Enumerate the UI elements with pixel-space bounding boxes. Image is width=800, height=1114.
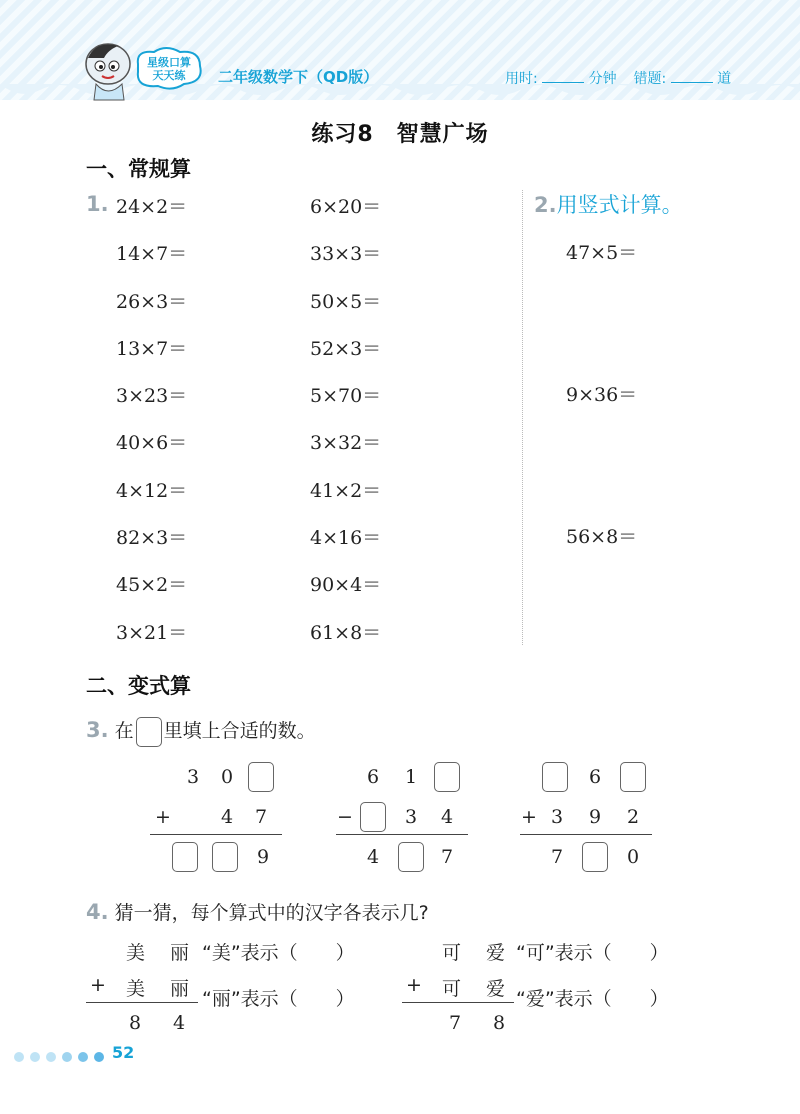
q1-column-1 xyxy=(116,192,187,665)
items-label: 道 xyxy=(717,71,732,87)
digit: 3 xyxy=(186,766,200,788)
footer-dots xyxy=(14,1047,110,1066)
q1-problem: 4×12＝ xyxy=(116,479,188,502)
sum-line xyxy=(86,1002,198,1003)
q3-puzzle-2 xyxy=(336,762,468,872)
operator: + xyxy=(406,974,422,996)
q1-problem: 13×7＝ xyxy=(116,337,188,360)
q1-problem: 3×23＝ xyxy=(116,385,188,408)
sample-box-icon xyxy=(136,717,162,747)
q4-puzzle-right xyxy=(402,936,722,1046)
q2-problem: 9×36＝ xyxy=(566,384,638,406)
sum-line xyxy=(520,834,652,835)
q1-problem: 40×6＝ xyxy=(116,432,188,455)
answer-box[interactable] xyxy=(582,842,608,872)
q1-number: 1. xyxy=(86,192,109,216)
sum-line xyxy=(150,834,282,835)
dot-icon xyxy=(30,1052,40,1062)
errors-label: 错题: xyxy=(633,71,667,87)
q3-text-before: 在 xyxy=(114,720,134,742)
hanzi-digit: 美 xyxy=(126,978,146,1000)
operator: + xyxy=(155,806,171,828)
q1-problem: 3×32＝ xyxy=(310,432,382,455)
answer-box[interactable] xyxy=(172,842,198,872)
q4-heading xyxy=(86,898,429,925)
q1-problem: 3×21＝ xyxy=(116,621,188,644)
digit: 4 xyxy=(440,806,454,828)
dot-icon xyxy=(46,1052,56,1062)
digit: 6 xyxy=(366,766,380,788)
errors-blank[interactable] xyxy=(671,68,713,83)
q3-number: 3. xyxy=(86,718,109,742)
q1-problem: 5×70＝ xyxy=(310,385,382,408)
q2-heading xyxy=(534,189,683,219)
q2-problem: 56×8＝ xyxy=(566,526,638,548)
answer-prompt[interactable]: “可”表示（ ） xyxy=(516,942,669,964)
digit: 0 xyxy=(220,766,234,788)
digit: 9 xyxy=(256,846,270,868)
answer-prompt[interactable]: “美”表示（ ） xyxy=(202,942,355,964)
digit: 0 xyxy=(626,846,640,868)
q1-problem: 52×3＝ xyxy=(310,337,382,360)
answer-box[interactable] xyxy=(434,762,460,792)
digit: 3 xyxy=(550,806,564,828)
section-1-title: 一、常规算 xyxy=(86,157,191,181)
time-record xyxy=(505,68,731,88)
digit: 8 xyxy=(128,1012,142,1034)
operator: + xyxy=(90,974,106,996)
dot-icon xyxy=(62,1052,72,1062)
answer-box[interactable] xyxy=(248,762,274,792)
hanzi-digit: 爱 xyxy=(486,978,506,1000)
digit: 7 xyxy=(440,846,454,868)
answer-box[interactable] xyxy=(542,762,568,792)
minutes-label: 分钟 xyxy=(588,71,617,87)
q1-problem: 90×4＝ xyxy=(310,574,382,597)
answer-box[interactable] xyxy=(212,842,238,872)
hanzi-digit: 丽 xyxy=(170,942,190,964)
logo-line2: 天天练 xyxy=(152,69,186,82)
q4-number: 4. xyxy=(86,900,109,924)
q4-puzzle-left xyxy=(86,936,406,1046)
time-blank[interactable] xyxy=(542,68,584,83)
answer-box[interactable] xyxy=(398,842,424,872)
answer-prompt[interactable]: “丽”表示（ ） xyxy=(202,988,355,1010)
column-divider xyxy=(522,190,523,645)
hanzi-digit: 可 xyxy=(442,942,462,964)
dot-icon xyxy=(78,1052,88,1062)
book-title: 二年级数学下（QD版） xyxy=(218,68,379,86)
difference-line xyxy=(336,834,468,835)
q1-problem: 33×3＝ xyxy=(310,243,382,266)
q1-problem: 6×20＝ xyxy=(310,196,382,218)
lesson-title: 练习8 智慧广场 xyxy=(311,122,489,147)
digit: 6 xyxy=(588,766,602,788)
digit: 9 xyxy=(588,806,602,828)
digit: 8 xyxy=(492,1012,506,1034)
q1-problem: 14×7＝ xyxy=(116,243,188,266)
q3-puzzle-3 xyxy=(520,762,652,872)
digit: 7 xyxy=(550,846,564,868)
digit: 4 xyxy=(172,1012,186,1034)
series-logo xyxy=(132,44,206,94)
hanzi-digit: 爱 xyxy=(486,942,506,964)
hanzi-digit: 丽 xyxy=(170,978,190,1000)
time-label: 用时: xyxy=(505,71,538,87)
q1-problem: 41×2＝ xyxy=(310,479,382,502)
q3-puzzle-1 xyxy=(150,762,282,872)
digit: 4 xyxy=(220,806,234,828)
q4-text: 猜一猜，每个算式中的汉字各表示几? xyxy=(114,902,429,924)
digit: 7 xyxy=(448,1012,462,1034)
q1-problem: 4×16＝ xyxy=(310,527,382,550)
q1-problem: 61×8＝ xyxy=(310,621,382,644)
q1-problem: 50×5＝ xyxy=(310,290,382,313)
digit: 4 xyxy=(366,846,380,868)
hanzi-digit: 美 xyxy=(126,942,146,964)
q2-title: 用竖式计算。 xyxy=(556,193,683,217)
q1-problem: 82×3＝ xyxy=(116,527,188,550)
answer-prompt[interactable]: “爱”表示（ ） xyxy=(516,988,669,1010)
operator: − xyxy=(337,806,353,828)
hanzi-digit: 可 xyxy=(442,978,462,1000)
digit: 3 xyxy=(404,806,418,828)
page-number: 52 xyxy=(112,1043,135,1062)
logo-line1: 星级口算 xyxy=(147,56,191,69)
q1-problem: 45×2＝ xyxy=(116,574,188,597)
dot-icon xyxy=(14,1052,24,1062)
q3-heading xyxy=(86,716,316,747)
q1-problem: 26×3＝ xyxy=(116,290,188,313)
sum-line xyxy=(402,1002,514,1003)
q2-problem: 47×5＝ xyxy=(566,242,638,264)
dot-icon xyxy=(94,1052,104,1062)
digit: 1 xyxy=(404,766,418,788)
digit: 2 xyxy=(626,806,640,828)
q3-text-after: 里填上合适的数。 xyxy=(163,720,316,742)
q2-number: 2. xyxy=(534,193,557,217)
answer-box[interactable] xyxy=(360,802,386,832)
operator: + xyxy=(521,806,537,828)
q1-column-2 xyxy=(310,192,381,665)
answer-box[interactable] xyxy=(620,762,646,792)
q1-problem: 24×2＝ xyxy=(116,196,188,218)
digit: 7 xyxy=(254,806,268,828)
section-2-title: 二、变式算 xyxy=(86,674,191,698)
